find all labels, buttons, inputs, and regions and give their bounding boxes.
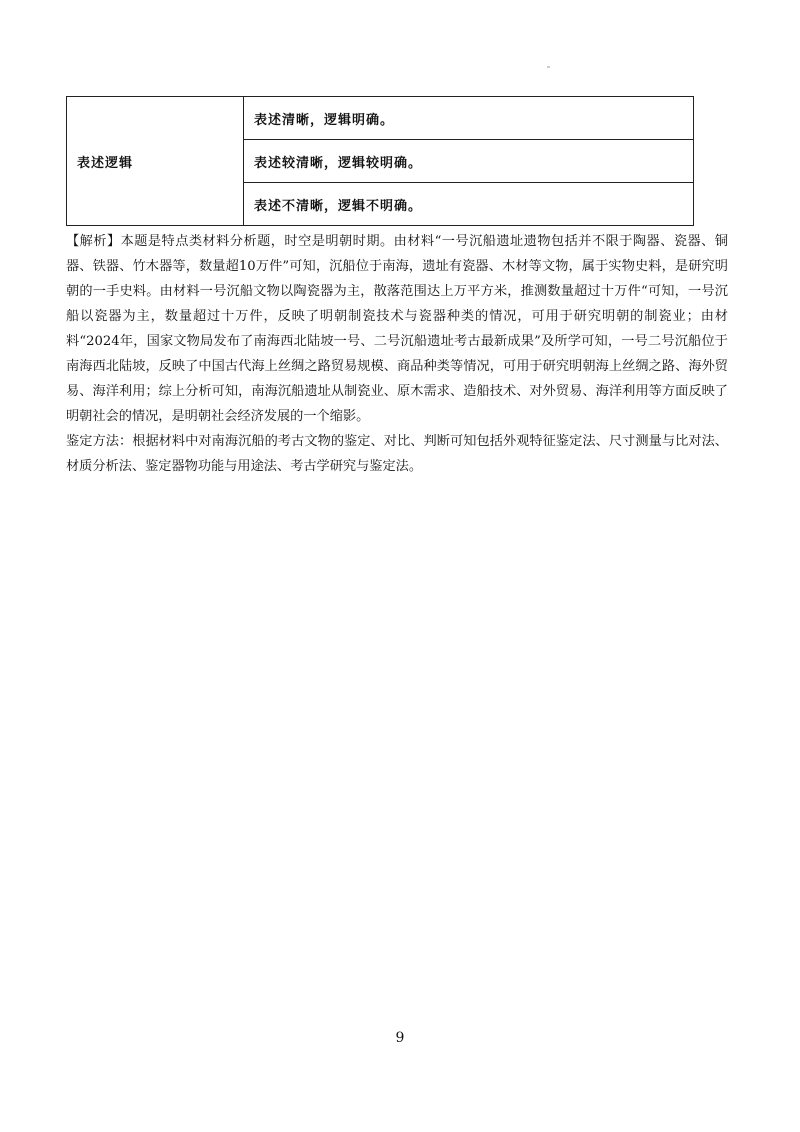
rubric-level-cell: 表述不清晰，逻辑不明确。 xyxy=(244,183,694,226)
rubric-category-cell: 表述逻辑 xyxy=(67,97,244,226)
method-paragraph: 鉴定方法：根据材料中对南海沉船的考古文物的鉴定、对比、判断可知包括外观特征鉴定法、尺寸测量与比对法、材质分析法、鉴定器物功能与用途法、考古学研究与鉴定法。 xyxy=(66,434,728,474)
rubric-level-cell: 表述较清晰，逻辑较明确。 xyxy=(244,140,694,183)
rubric-level-cell: 表述清晰，逻辑明确。 xyxy=(244,97,694,140)
analysis-paragraph: 【解析】本题是特点类材料分析题，时空是明朝时期。由材料“一号沉船遗址遗物包括并不限于陶器、瓷器、铜器、铁器、竹木器等，数量超10万件”可知，沉船位于南海，遗址有瓷器、木材等文物，属于实物史料，是研究明朝的一手史料。由材料一号沉船文物以陶瓷器为主，散落范围达上万平方米，推测数量超过十万件“可知，一号沉船以瓷器为主，数量超过十万件，反映了明朝制瓷技术与瓷器种类的情况，可用于研究明朝的制瓷业；由材料“2024年，国家文物局发布了南海西北陆坡一号、二号沉船遗址考古最新成果”及所学可知，一号二号沉船位于南海西北陆坡，反映了中国古代海上丝绸之路贸易规模、商品种类等情况，可用于研究明朝海上丝绸之路、海外贸易、海洋利用；综上分析可知，南海沉船遗址从制瓷业、原木需求、造船技术、对外贸易、海洋利用等方面反映了明朝社会的情况，是明朝社会经济发展的一个缩影。 xyxy=(66,234,728,424)
analysis-section xyxy=(66,229,728,479)
table-row xyxy=(67,97,694,140)
scan-artifact xyxy=(547,66,550,68)
page-number: 9 xyxy=(395,1030,405,1046)
rubric-table xyxy=(66,96,694,226)
